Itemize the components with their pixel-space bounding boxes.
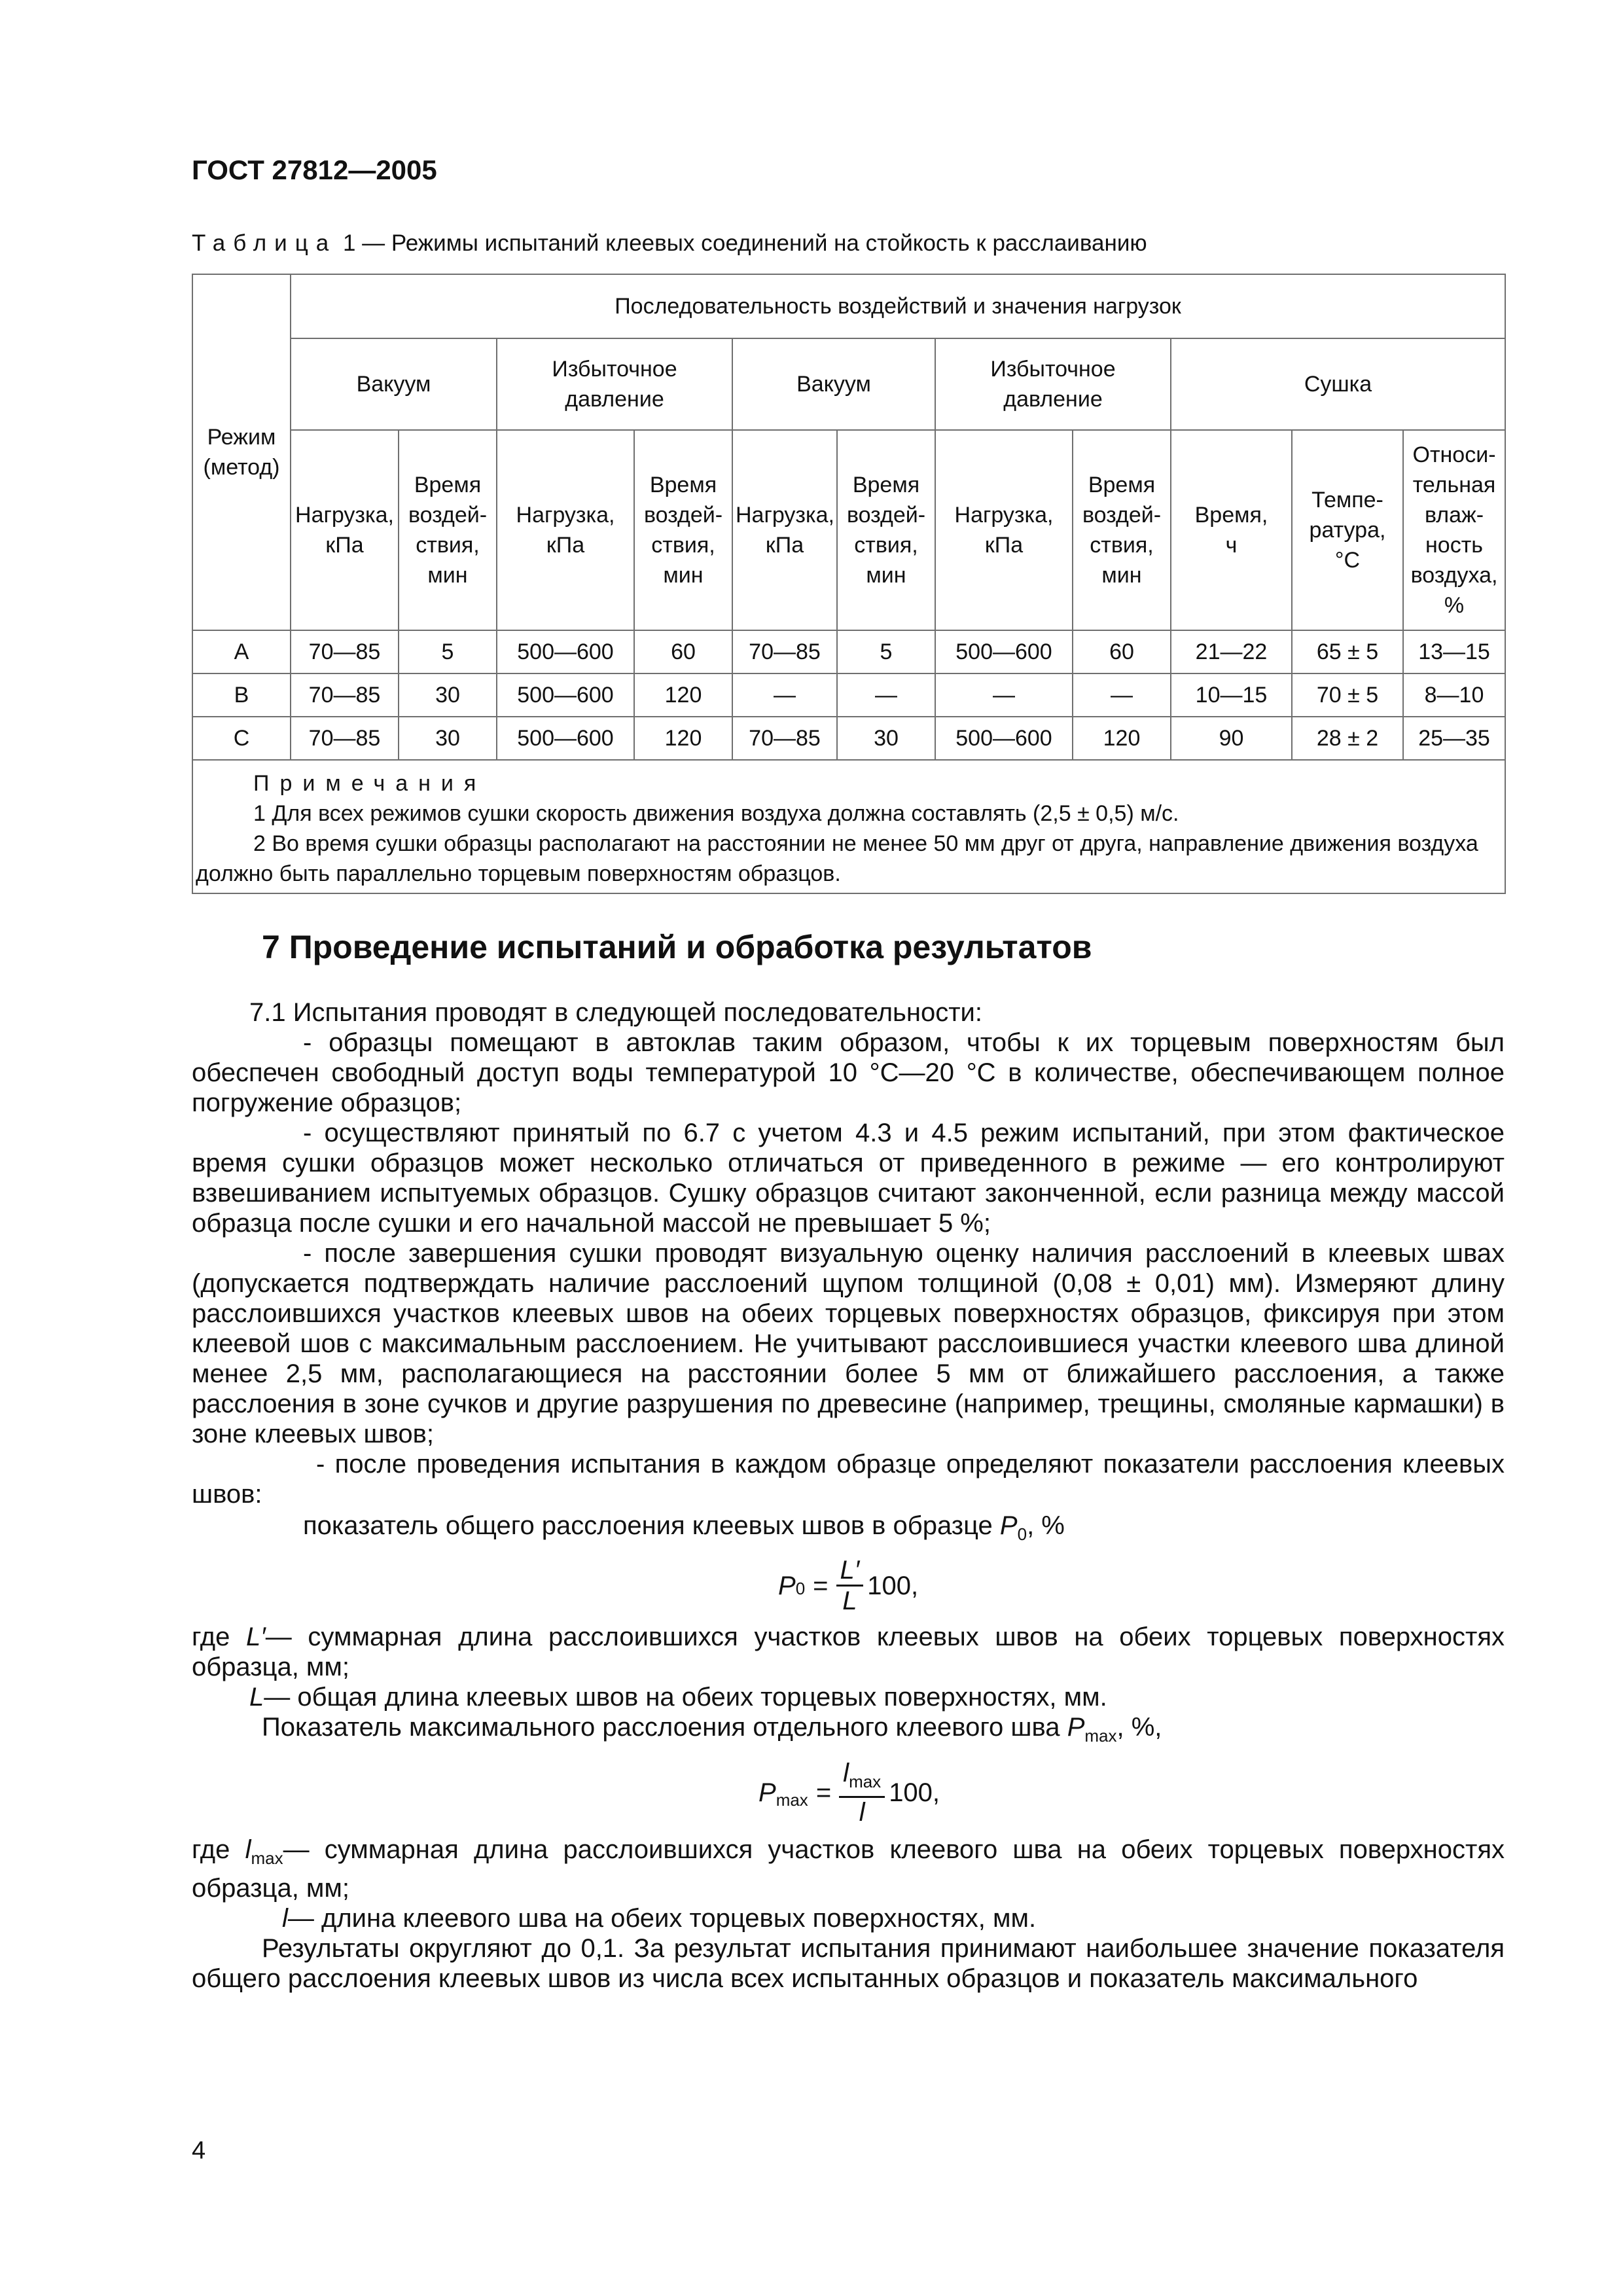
pmax-symbol: P bbox=[1067, 1713, 1085, 1742]
column-header: Время воздей- ствия, мин bbox=[634, 430, 732, 630]
table-cell: 120 bbox=[1073, 717, 1171, 760]
formula-pmax-lhs: P bbox=[758, 1778, 776, 1807]
table-cell: — bbox=[837, 673, 935, 717]
list-item: - после завершения сушки проводят визуальную оценку наличия расслоений в клеевых швах (допускается подтверждать наличие расслоений щупом толщиной (0,08 ± 0,01) мм). Измеряют длину расслоившихся участков клеевых швов на обеих торцевых поверхностях образцов, фиксируя при этом клеевой шов с максимальным расслоением. Не учитывают расслоившиеся участки клеевого шва длиной менее 2,5 мм, располагающиеся на расстоянии более 5 мм от ближайшего расслоения, а также расслоения в зоне сучков и другие разрушения по древесине (например, трещины, смоляные кармашки) в зоне клеевых швов; bbox=[192, 1239, 1505, 1448]
table-cell: 5 bbox=[399, 630, 497, 673]
table-row bbox=[192, 717, 1505, 760]
table-notes bbox=[192, 760, 1505, 893]
table-cell: 70—85 bbox=[291, 717, 399, 760]
table-cell: 120 bbox=[634, 717, 732, 760]
where-l bbox=[192, 1682, 1505, 1712]
table-caption-word: Таблица bbox=[192, 230, 337, 256]
page-number: 4 bbox=[192, 2137, 206, 2164]
column-header: Время воздей- ствия, мин bbox=[399, 430, 497, 630]
column-header: Время воздей- ствия, мин bbox=[1073, 430, 1171, 630]
table-cell: А bbox=[192, 630, 291, 673]
p0-intro bbox=[192, 1511, 1505, 1549]
pmax-subscript: max bbox=[1084, 1726, 1117, 1746]
symbol-l: L bbox=[249, 1683, 264, 1712]
notes-title: Примечания bbox=[253, 771, 487, 796]
table-cell: 70—85 bbox=[732, 717, 837, 760]
group-header: Избыточное давление bbox=[935, 338, 1171, 430]
table-cell: 120 bbox=[634, 673, 732, 717]
table-cell: — bbox=[1073, 673, 1171, 717]
group-header: Вакуум bbox=[291, 338, 497, 430]
formula-p0-denominator: L bbox=[842, 1587, 857, 1615]
table-cell: — bbox=[732, 673, 837, 717]
table-cell: 60 bbox=[634, 630, 732, 673]
where-prefix: где bbox=[192, 1835, 230, 1864]
group-header: Вакуум bbox=[732, 338, 935, 430]
symbol-lmax-sub: max bbox=[251, 1848, 283, 1868]
table-cell: 5 bbox=[837, 630, 935, 673]
table-caption bbox=[192, 230, 1147, 257]
column-header: Нагрузка, кПа bbox=[497, 430, 634, 630]
symbol-l-prime: L′ bbox=[246, 1623, 266, 1651]
pmax-unit: , %, bbox=[1116, 1713, 1162, 1742]
paragraph-7-1: 7.1 Испытания проводят в следующей последовательности: bbox=[249, 998, 982, 1027]
column-header: Темпе- ратура, °С bbox=[1292, 430, 1403, 630]
table-cell: С bbox=[192, 717, 291, 760]
table-cell: 70 ± 5 bbox=[1292, 673, 1403, 717]
where-lmax bbox=[192, 1835, 1505, 1903]
where-l-text: — общая длина клеевых швов на обеих торцевых поверхностях, мм. bbox=[264, 1683, 1107, 1712]
formula-pmax-fraction bbox=[839, 1759, 885, 1827]
p0-unit: , % bbox=[1027, 1511, 1065, 1540]
table-cell: — bbox=[935, 673, 1073, 717]
table-cell: 500—600 bbox=[497, 630, 634, 673]
column-header: Время, ч bbox=[1171, 430, 1292, 630]
table-cell: 500—600 bbox=[497, 717, 634, 760]
section-body bbox=[192, 997, 1505, 1994]
column-header: Относи- тельная влаж- ность воздуха, % bbox=[1403, 430, 1505, 630]
where-l-small-text: — длина клеевого шва на обеих торцевых поверхностях, мм. bbox=[287, 1904, 1037, 1933]
formula-p0-fraction bbox=[836, 1556, 864, 1615]
table-cell: 21—22 bbox=[1171, 630, 1292, 673]
pmax-intro-text: Показатель максимального расслоения отдельного клеевого шва bbox=[262, 1713, 1060, 1742]
table-cell: 500—600 bbox=[497, 673, 634, 717]
p0-intro-text: показатель общего расслоения клеевых швов в образце bbox=[303, 1511, 993, 1540]
formula-pmax-lhs-sub: max bbox=[776, 1790, 808, 1810]
mode-header: Режим (метод) bbox=[192, 274, 291, 630]
table-cell: 13—15 bbox=[1403, 630, 1505, 673]
table-cell: 28 ± 2 bbox=[1292, 717, 1403, 760]
where-l-prime bbox=[192, 1622, 1505, 1682]
table-row bbox=[192, 673, 1505, 717]
formula-p0-lhs: P bbox=[778, 1571, 796, 1600]
table-cell: 10—15 bbox=[1171, 673, 1292, 717]
table-cell: 25—35 bbox=[1403, 717, 1505, 760]
formula-pmax bbox=[758, 1759, 1505, 1827]
table-cell: 90 bbox=[1171, 717, 1292, 760]
pmax-intro bbox=[192, 1712, 1505, 1751]
column-header: Время воздей- ствия, мин bbox=[837, 430, 935, 630]
p0-symbol: P bbox=[999, 1511, 1018, 1540]
formula-pmax-denominator: l bbox=[859, 1798, 865, 1827]
table-cell: 70—85 bbox=[291, 673, 399, 717]
formula-p0-tail: 100, bbox=[867, 1571, 919, 1600]
formula-pmax-equals: = bbox=[815, 1778, 832, 1807]
table-cell: 8—10 bbox=[1403, 673, 1505, 717]
results-paragraph: Результаты округляют до 0,1. За результат испытания принимают наибольшее значение показателя общего расслоения клеевых швов из числа всех испытанных образцов и показатель максимального bbox=[192, 1934, 1505, 1993]
table-cell: 60 bbox=[1073, 630, 1171, 673]
list-item: - после проведения испытания в каждом образце определяют показатели расслоения клеевых швов: bbox=[192, 1450, 1505, 1509]
document-code: ГОСТ 27812—2005 bbox=[192, 154, 437, 185]
p0-subscript: 0 bbox=[1017, 1524, 1027, 1544]
formula-pmax-tail: 100, bbox=[889, 1778, 940, 1807]
column-header: Нагрузка, кПа bbox=[732, 430, 837, 630]
where-l-small bbox=[192, 1903, 1505, 1933]
note-2: 2 Во время сушки образцы располагают на расстоянии не менее 50 мм друг от друга, направление движения воздуха должно быть параллельно торцевым поверхностям образцов. bbox=[196, 831, 1478, 886]
table-cell: 70—85 bbox=[732, 630, 837, 673]
where-lmax-text: — суммарная длина расслоившихся участков клеевого шва на обеих торцевых поверхностях образца, мм; bbox=[192, 1835, 1505, 1903]
group-header: Сушка bbox=[1171, 338, 1505, 430]
table-caption-text: 1 — Режимы испытаний клеевых соединений на стойкость к расслаиванию bbox=[342, 230, 1147, 256]
formula-p0-numerator: L′ bbox=[836, 1556, 864, 1587]
sequence-header: Последовательность воздействий и значения нагрузок bbox=[291, 274, 1505, 338]
column-header: Нагрузка, кПа bbox=[291, 430, 399, 630]
where-prefix: где bbox=[192, 1623, 230, 1651]
table-cell: 500—600 bbox=[935, 630, 1073, 673]
table-cell: В bbox=[192, 673, 291, 717]
formula-p0-equals: = bbox=[813, 1571, 829, 1600]
formula-pmax-num-symbol: l bbox=[843, 1759, 849, 1787]
list-item: - образцы помещают в автоклав таким образом, чтобы к их торцевым поверхностям был обеспечен свободный доступ воды температурой 10 °С—20 °С в количестве, обеспечивающем полное погружение образцов; bbox=[192, 1028, 1505, 1117]
formula-p0 bbox=[778, 1556, 1505, 1615]
table-cell: 30 bbox=[399, 673, 497, 717]
test-modes-table-wrapper bbox=[192, 274, 1505, 894]
table-cell: 30 bbox=[837, 717, 935, 760]
section-title: 7 Проведение испытаний и обработка результатов bbox=[262, 929, 1092, 965]
list-item: - осуществляют принятый по 6.7 с учетом 4.3 и 4.5 режим испытаний, при этом фактическое время сушки образцов может несколько отличаться от приведенного в режиме — его контролируют взвешиванием испытуемых образцов. Сушку образцов считают законченной, если разница между массой образца после сушки и его начальной массой не превышает 5 %; bbox=[192, 1119, 1505, 1238]
table-cell: 500—600 bbox=[935, 717, 1073, 760]
group-header: Избыточное давление bbox=[497, 338, 732, 430]
table-cell: 70—85 bbox=[291, 630, 399, 673]
symbol-lmax: l bbox=[245, 1835, 251, 1864]
note-1: 1 Для всех режимов сушки скорость движения воздуха должна составлять (2,5 ± 0,5) м/с. bbox=[253, 801, 1179, 826]
formula-pmax-numerator bbox=[839, 1759, 885, 1798]
column-header: Нагрузка, кПа bbox=[935, 430, 1073, 630]
test-modes-table bbox=[192, 274, 1506, 894]
table-row bbox=[192, 630, 1505, 673]
formula-p0-lhs-sub: 0 bbox=[795, 1579, 806, 1598]
where-l-prime-text: — суммарная длина расслоившихся участков клеевых швов на обеих торцевых поверхностях образца, мм; bbox=[192, 1623, 1505, 1681]
formula-pmax-num-sub: max bbox=[849, 1772, 882, 1791]
table-cell: 30 bbox=[399, 717, 497, 760]
table-cell: 65 ± 5 bbox=[1292, 630, 1403, 673]
symbol-l-small: l bbox=[282, 1904, 288, 1933]
